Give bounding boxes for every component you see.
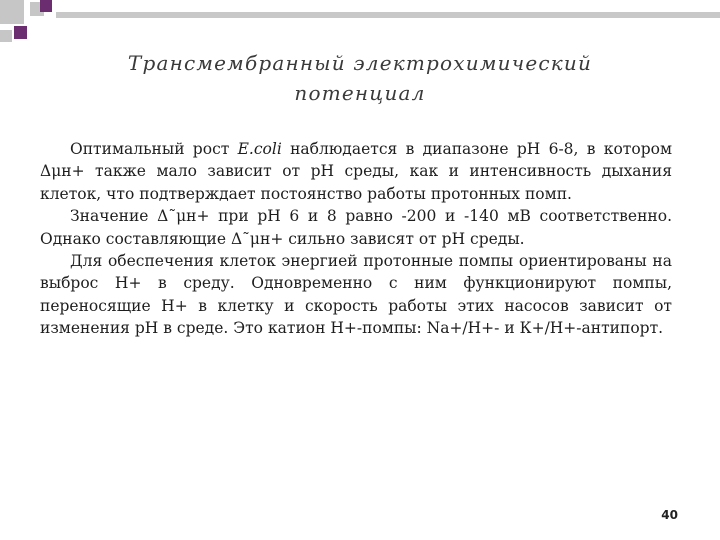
paragraph-optimal-growth (40, 138, 672, 205)
decor-square-purple-top (40, 0, 52, 12)
page-number: 40 (661, 508, 678, 522)
species-name: E.coli (237, 140, 282, 158)
slide-title: Трансмембранный электрохимический потенциал (127, 51, 593, 105)
decor-square-gray-lower (0, 30, 12, 42)
slide-body (40, 138, 672, 340)
paragraph-potential-value: Значение Δ˜μн+ при рН 6 и 8 равно -200 и -140 мВ соответственно. Однако составляющие Δ˜μн+ сильно зависят от рН среды. (40, 207, 672, 248)
decor-horizontal-rule (56, 12, 720, 18)
paragraph-proton-pumps: Для обеспечения клеток энергией протонные помпы ориентированы на выброс Н+ в среду. Одновременно с ним функционируют помпы, переносящие Н+ в клетку и скорость работы этих насосов зависит от изменения рН в среде. Это катион Н+-помпы: Na+/Н+- и К+/Н+-антипорт. (40, 252, 672, 338)
decor-square-purple-bottom (14, 26, 27, 39)
paragraph-text-start: Оптимальный рост (70, 140, 238, 158)
decor-square-gray-large (0, 0, 24, 24)
paragraph-text-end: наблюдается в диапазоне рН 6-8, в котором Δμн+ также мало зависит от рН среды, как и интенсивность дыхания клеток, что подтверждает постоянство работы протонных помп. (40, 140, 673, 203)
